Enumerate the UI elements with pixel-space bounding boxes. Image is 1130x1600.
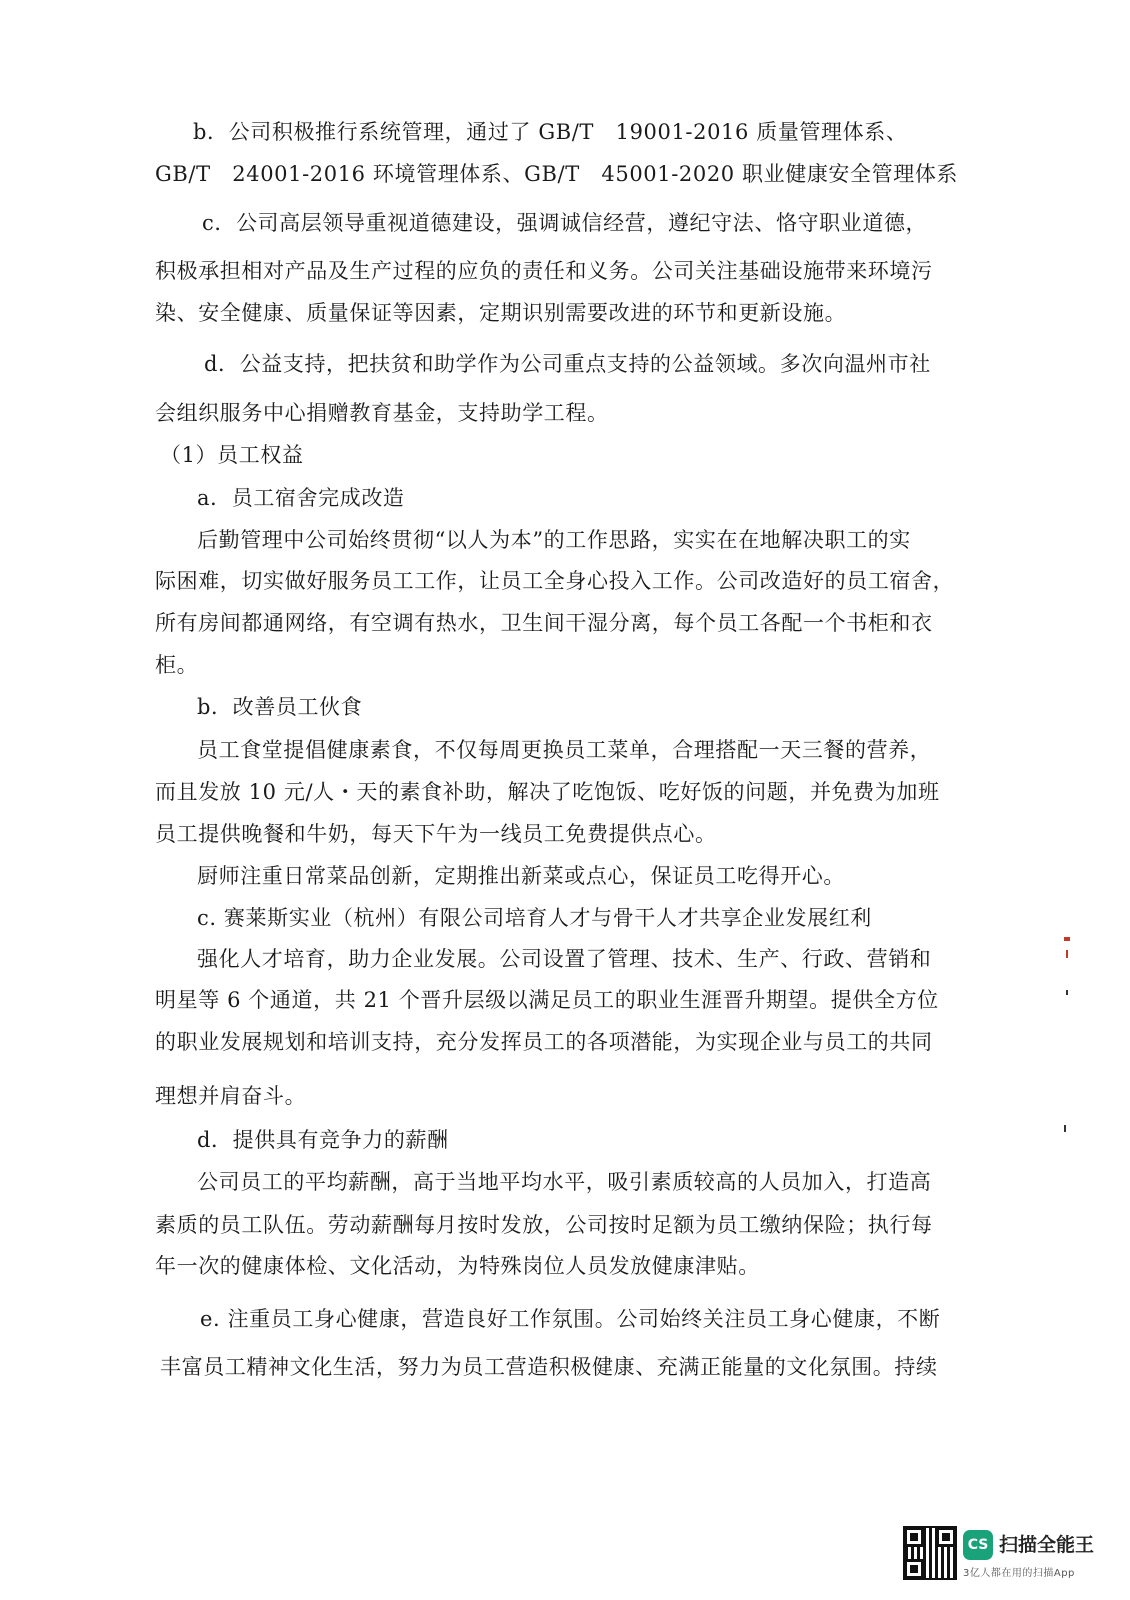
text-line: 明星等 6 个通道，共 21 个晋升层级以满足员工的职业生涯晋升期望。提供全方位 xyxy=(155,988,939,1012)
sub-heading: a．员工宿舍完成改造 xyxy=(197,486,405,510)
sub-heading: c. 赛莱斯实业（杭州）有限公司培育人才与骨干人才共享企业发展红利 xyxy=(197,906,872,930)
text-line: b．公司积极推行系统管理，通过了 GB/T 19001-2016 质量管理体系、 xyxy=(193,120,908,144)
section-heading: （1）员工权益 xyxy=(160,443,304,467)
brand-name: 扫描全能王 xyxy=(999,1534,1095,1556)
text-line: 理想并肩奋斗。 xyxy=(155,1084,307,1108)
brand-tagline: 3亿人都在用的扫描App xyxy=(963,1568,1075,1579)
sub-heading: d．提供具有竞争力的薪酬 xyxy=(197,1128,449,1152)
text-line: GB/T 24001-2016 环境管理体系、GB/T 45001-2020 职业健康安全管理体系 xyxy=(155,162,959,186)
text-line: 素质的员工队伍。劳动薪酬每月按时发放，公司按时足额为员工缴纳保险；执行每 xyxy=(155,1213,933,1237)
text-line: 员工食堂提倡健康素食，不仅每周更换员工菜单，合理搭配一天三餐的营养， xyxy=(197,738,932,762)
text-line: 强化人才培育，助力企业发展。公司设置了管理、技术、生产、行政、营销和 xyxy=(197,947,932,971)
sub-heading: b．改善员工伙食 xyxy=(197,695,363,719)
text-line: c．公司高层领导重视道德建设，强调诚信经营，遵纪守法、恪守职业道德， xyxy=(202,211,928,235)
text-line: 际困难，切实做好服务员工工作，让员工全身心投入工作。公司改造好的员工宿舍， xyxy=(155,569,955,593)
text-line: 的职业发展规划和培训支持，充分发挥员工的各项潜能，为实现企业与员工的共同 xyxy=(155,1030,933,1054)
camscanner-logo-icon: CS xyxy=(963,1530,993,1560)
text-line: 而且发放 10 元/人・天的素食补助，解决了吃饱饭、吃好饭的问题，并免费为加班 xyxy=(155,780,940,804)
text-line: 柜。 xyxy=(155,653,199,677)
text-line: 会组织服务中心捐赠教育基金，支持助学工程。 xyxy=(155,401,609,425)
qr-code-icon xyxy=(905,1528,955,1578)
scan-mark xyxy=(1066,990,1068,995)
text-line: 丰富员工精神文化生活，努力为员工营造积极健康、充满正能量的文化氛围。持续 xyxy=(160,1355,938,1379)
text-line: 所有房间都通网络，有空调有热水，卫生间干湿分离，每个员工各配一个书柜和衣 xyxy=(155,611,933,635)
scanner-watermark xyxy=(905,1528,1105,1584)
text-line: e. 注重员工身心健康，营造良好工作氛围。公司始终关注员工身心健康，不断 xyxy=(200,1307,941,1331)
scan-mark-red xyxy=(1064,937,1070,941)
text-line: 厨师注重日常菜品创新，定期推出新菜或点心，保证员工吃得开心。 xyxy=(197,864,845,888)
text-line: 员工提供晚餐和牛奶，每天下午为一线员工免费提供点心。 xyxy=(155,822,717,846)
text-line: 染、安全健康、质量保证等因素，定期识别需要改进的环节和更新设施。 xyxy=(155,301,847,325)
text-line: 年一次的健康体检、文化活动，为特殊岗位人员发放健康津贴。 xyxy=(155,1254,760,1278)
text-line: 积极承担相对产品及生产过程的应负的责任和义务。公司关注基础设施带来环境污 xyxy=(155,259,933,283)
text-line: 后勤管理中公司始终贯彻“以人为本”的工作思路，实实在在地解决职工的实 xyxy=(197,528,911,552)
scan-mark-red xyxy=(1066,950,1068,958)
text-line: 公司员工的平均薪酬，高于当地平均水平，吸引素质较高的人员加入，打造高 xyxy=(197,1170,932,1194)
text-line: d．公益支持，把扶贫和助学作为公司重点支持的公益领域。多次向温州市社 xyxy=(204,352,931,376)
scan-mark xyxy=(1064,1125,1066,1132)
